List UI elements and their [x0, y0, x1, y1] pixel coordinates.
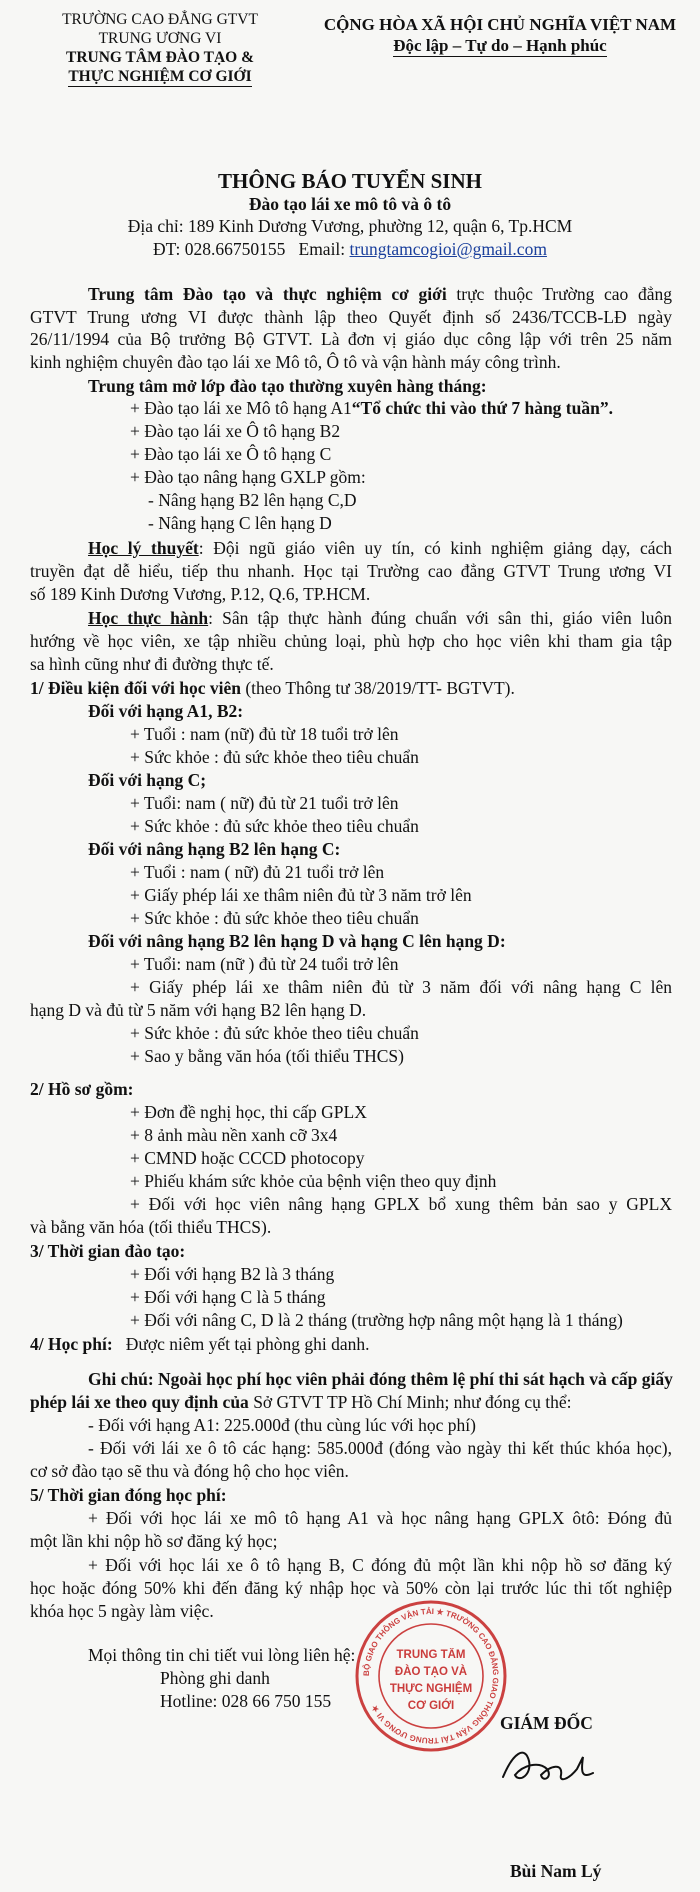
note-line-2	[30, 1391, 572, 1413]
seal-inner-2: ĐÀO TẠO VÀ	[394, 1666, 468, 1678]
page-subtitle: Đào tạo lái xe mô tô và ô tô	[248, 194, 452, 214]
note-line-2-bold: phép lái xe theo quy định của	[30, 1392, 249, 1412]
national-heading	[300, 14, 700, 56]
class-a1-note: “Tổ chức thi vào thứ 7 hàng tuần”.	[351, 398, 613, 418]
practice-line-2: hướng về học viên, xe tập nhiều chủng loại, phù hợp cho học viên khi tham gia tập	[30, 631, 672, 651]
signatory-role: GIÁM ĐỐC	[500, 1713, 593, 1733]
seal-ring-text: BỘ GIAO THÔNG VẬN TẢI ★ TRƯỜNG CAO ĐẲNG GIAO THÔNG VẬN TẢI TRUNG ƯƠNG VI ★	[361, 1606, 501, 1746]
cond-d-age: + Tuổi: nam (nữ ) đủ từ 24 tuổi trở lên	[130, 954, 399, 974]
contact-line	[0, 238, 700, 260]
class-c: + Đào tạo lái xe Ô tô hạng C	[130, 444, 332, 464]
issuer-block	[40, 10, 280, 86]
practice-line-1-text: : Sân tập thực hành đúng chuẩn với sân thi, giáo viên luôn	[208, 608, 672, 628]
payment-line-4: học hoặc đóng 50% khi đến đăng ký nhập học và 50% còn lại trước lúc thi tốt nghiệp	[30, 1578, 672, 1598]
docs-item-1: + Đơn đề nghị học, thi cấp GPLX	[130, 1102, 367, 1122]
section-4-heading: 4/ Học phí:	[30, 1334, 113, 1354]
email-label: Email:	[298, 239, 346, 259]
cond-c-age: + Tuổi: nam ( nữ) đủ từ 21 tuổi trở lên	[130, 793, 399, 813]
national-motto-text: Độc lập – Tự do – Hạnh phúc	[393, 36, 607, 55]
issuer-line-1: TRƯỜNG CAO ĐẲNG GTVT	[62, 11, 258, 28]
note-line-5: cơ sở đào tạo sẽ thu và đóng hộ cho học viên.	[30, 1461, 349, 1481]
cond-c-health: + Sức khỏe : đủ sức khỏe theo tiêu chuẩn	[130, 816, 419, 836]
theory-line-1-text: : Đội ngũ giáo viên uy tín, có kinh nghiệm giảng dạy, cách	[198, 538, 672, 558]
duration-c: + Đối với hạng C là 5 tháng	[130, 1287, 326, 1307]
intro-line-3: 26/11/1994 của Bộ trưởng Bộ GTVT. Là đơn vị giáo dục công lập với trên 25 năm	[30, 329, 672, 349]
cond-d-edu: + Sao y bằng văn hóa (tối thiểu THCS)	[130, 1046, 404, 1066]
note-line-4: - Đối với lái xe ô tô các hạng: 585.000đ (đóng vào ngày thi kết thúc khóa học),	[88, 1438, 672, 1458]
section-1-title: 1/ Điều kiện đối với học viên	[30, 678, 241, 698]
cond-b2c-heading: Đối với nâng hạng B2 lên hạng C:	[88, 839, 341, 859]
cond-d-heading: Đối với nâng hạng B2 lên hạng D và hạng C lên hạng D:	[88, 931, 506, 951]
practice-line-3: sa hình cũng như đi đường thực tế.	[30, 654, 274, 674]
class-upgrade-2: - Nâng hạng C lên hạng D	[148, 513, 332, 533]
docs-item-5: + Đối với học viên nâng hạng GPLX bổ xung thêm bản sao y GPLX	[130, 1194, 672, 1214]
theory-line-2: truyền đạt dễ hiểu, tiếp thu nhanh. Học tại Trường cao đẳng GTVT Trung ương VI	[30, 561, 672, 581]
cond-a1b2-health: + Sức khỏe : đủ sức khỏe theo tiêu chuẩn	[130, 747, 419, 767]
note-line-2-text: Sở GTVT TP Hồ Chí Minh; như đóng cụ thể:	[253, 1392, 572, 1412]
section-4	[30, 1333, 370, 1355]
signatory-name: Bùi Nam Lý	[510, 1861, 602, 1881]
intro-lead: Trung tâm Đào tạo và thực nghiệm cơ giới	[88, 284, 447, 304]
email-link[interactable]: trungtamcogioi@gmail.com	[349, 239, 547, 259]
cond-b2c-health: + Sức khỏe : đủ sức khỏe theo tiêu chuẩn	[130, 908, 419, 928]
national-motto	[300, 35, 700, 56]
seal-inner-1: TRUNG TÂM	[396, 1649, 466, 1661]
section-2-heading: 2/ Hồ sơ gồm:	[30, 1079, 134, 1099]
seal-inner-4: CƠ GIỚI	[407, 1700, 455, 1712]
section-1-heading	[30, 677, 515, 699]
section-4-text: Được niêm yết tại phòng ghi danh.	[125, 1334, 370, 1354]
payment-line-5: khóa học 5 ngày làm việc.	[30, 1601, 214, 1621]
issuer-line-4	[40, 67, 280, 86]
cond-d-license-1: + Giấy phép lái xe thâm niên đủ từ 3 năm đối với nâng hạng C lên	[130, 977, 672, 997]
theory-label: Học lý thuyết	[88, 538, 199, 558]
classes-heading: Trung tâm mở lớp đào tạo thường xuyên hàng tháng:	[88, 376, 487, 396]
intro-line-2: GTVT Trung ương VI được thành lập theo Quyết định số 2436/TCCB-LĐ ngày	[30, 307, 672, 327]
official-seal	[353, 1598, 509, 1754]
issuer-line-2: TRUNG ƯƠNG VI	[98, 30, 222, 47]
payment-line-1: + Đối với học lái xe mô tô hạng A1 và học nâng hạng GPLX ôtô: Đóng đủ	[88, 1508, 672, 1528]
phone: ĐT: 028.66750155	[153, 239, 286, 259]
docs-item-2: + 8 ảnh màu nền xanh cỡ 3x4	[130, 1125, 338, 1145]
contact-intro: Mọi thông tin chi tiết vui lòng liên hệ:	[88, 1645, 356, 1665]
class-upgrade: + Đào tạo nâng hạng GXLP gồm:	[130, 467, 366, 487]
issuer-line-4-text: THỰC NGHIỆM CƠ GIỚI	[68, 68, 252, 85]
section-1-note: (theo Thông tư 38/2019/TT- BGTVT).	[245, 678, 515, 698]
docs-item-5-cont: và bằng văn hóa (tối thiểu THCS).	[30, 1217, 272, 1237]
cond-c-heading: Đối với hạng C;	[88, 770, 207, 790]
handwritten-signature	[495, 1735, 605, 1795]
page-title: THÔNG BÁO TUYỂN SINH	[218, 169, 482, 193]
intro-line-1-text: trực thuộc Trường cao đẳng	[456, 284, 672, 304]
cond-d-health: + Sức khỏe : đủ sức khỏe theo tiêu chuẩn	[130, 1023, 419, 1043]
address: Địa chỉ: 189 Kinh Dương Vương, phường 12, quận 6, Tp.HCM	[127, 216, 573, 236]
payment-line-3: + Đối với học lái xe ô tô hạng B, C đóng đủ một lần khi nộp hồ sơ đăng ký	[88, 1555, 672, 1575]
class-b2: + Đào tạo lái xe Ô tô hạng B2	[130, 421, 341, 441]
cond-b2c-age: + Tuổi : nam ( nữ) đủ 21 tuổi trở lên	[130, 862, 385, 882]
intro-line-4: kinh nghiệm chuyên đào tạo lái xe Mô tô, Ô tô và vận hành máy công trình.	[30, 352, 561, 372]
note-line-3: - Đối với hạng A1: 225.000đ (thu cùng lúc với học phí)	[88, 1415, 476, 1435]
seal-inner-3: THỰC NGHIỆM	[389, 1683, 473, 1695]
intro-line-1	[88, 283, 672, 305]
contact-office: Phòng ghi danh	[160, 1668, 270, 1688]
class-upgrade-1: - Nâng hạng B2 lên hạng C,D	[148, 490, 357, 510]
section-5-heading: 5/ Thời gian đóng học phí:	[30, 1485, 227, 1505]
cond-d-license-2: hạng D và đủ từ 5 năm với hạng B2 lên hạng D.	[30, 1000, 367, 1020]
practice-line-1	[88, 607, 672, 629]
duration-upgrade: + Đối với nâng C, D là 2 tháng (trường hợp nâng một hạng là 1 tháng)	[130, 1310, 623, 1330]
payment-line-2: một lần khi nộp hồ sơ đăng ký học;	[30, 1531, 278, 1551]
theory-line-1	[88, 537, 672, 559]
theory-line-3: số 189 Kinh Dương Vương, P.12, Q.6, TP.HCM.	[30, 584, 371, 604]
class-a1-text: + Đào tạo lái xe Mô tô hạng A1	[130, 398, 352, 418]
national-title: CỘNG HÒA XÃ HỘI CHỦ NGHĨA VIỆT NAM	[323, 15, 677, 34]
issuer-line-3: TRUNG TÂM ĐÀO TẠO &	[65, 49, 255, 66]
section-3-heading: 3/ Thời gian đào tạo:	[30, 1241, 186, 1261]
practice-label: Học thực hành	[88, 608, 209, 628]
contact-hotline: Hotline: 028 66 750 155	[160, 1691, 332, 1711]
note-line-1: Ghi chú: Ngoài học phí học viên phải đóng thêm lệ phí thi sát hạch và cấp giấy	[88, 1369, 673, 1389]
cond-a1b2-age: + Tuổi : nam (nữ) đủ từ 18 tuổi trở lên	[130, 724, 399, 744]
docs-item-4: + Phiếu khám sức khỏe của bệnh viện theo quy định	[130, 1171, 497, 1191]
cond-b2c-license: + Giấy phép lái xe thâm niên đủ từ 3 năm trở lên	[130, 885, 472, 905]
docs-item-3: + CMND hoặc CCCD photocopy	[130, 1148, 365, 1168]
class-a1	[130, 397, 613, 419]
duration-b2: + Đối với hạng B2 là 3 tháng	[130, 1264, 335, 1284]
cond-a1b2-heading: Đối với hạng A1, B2:	[88, 701, 244, 721]
